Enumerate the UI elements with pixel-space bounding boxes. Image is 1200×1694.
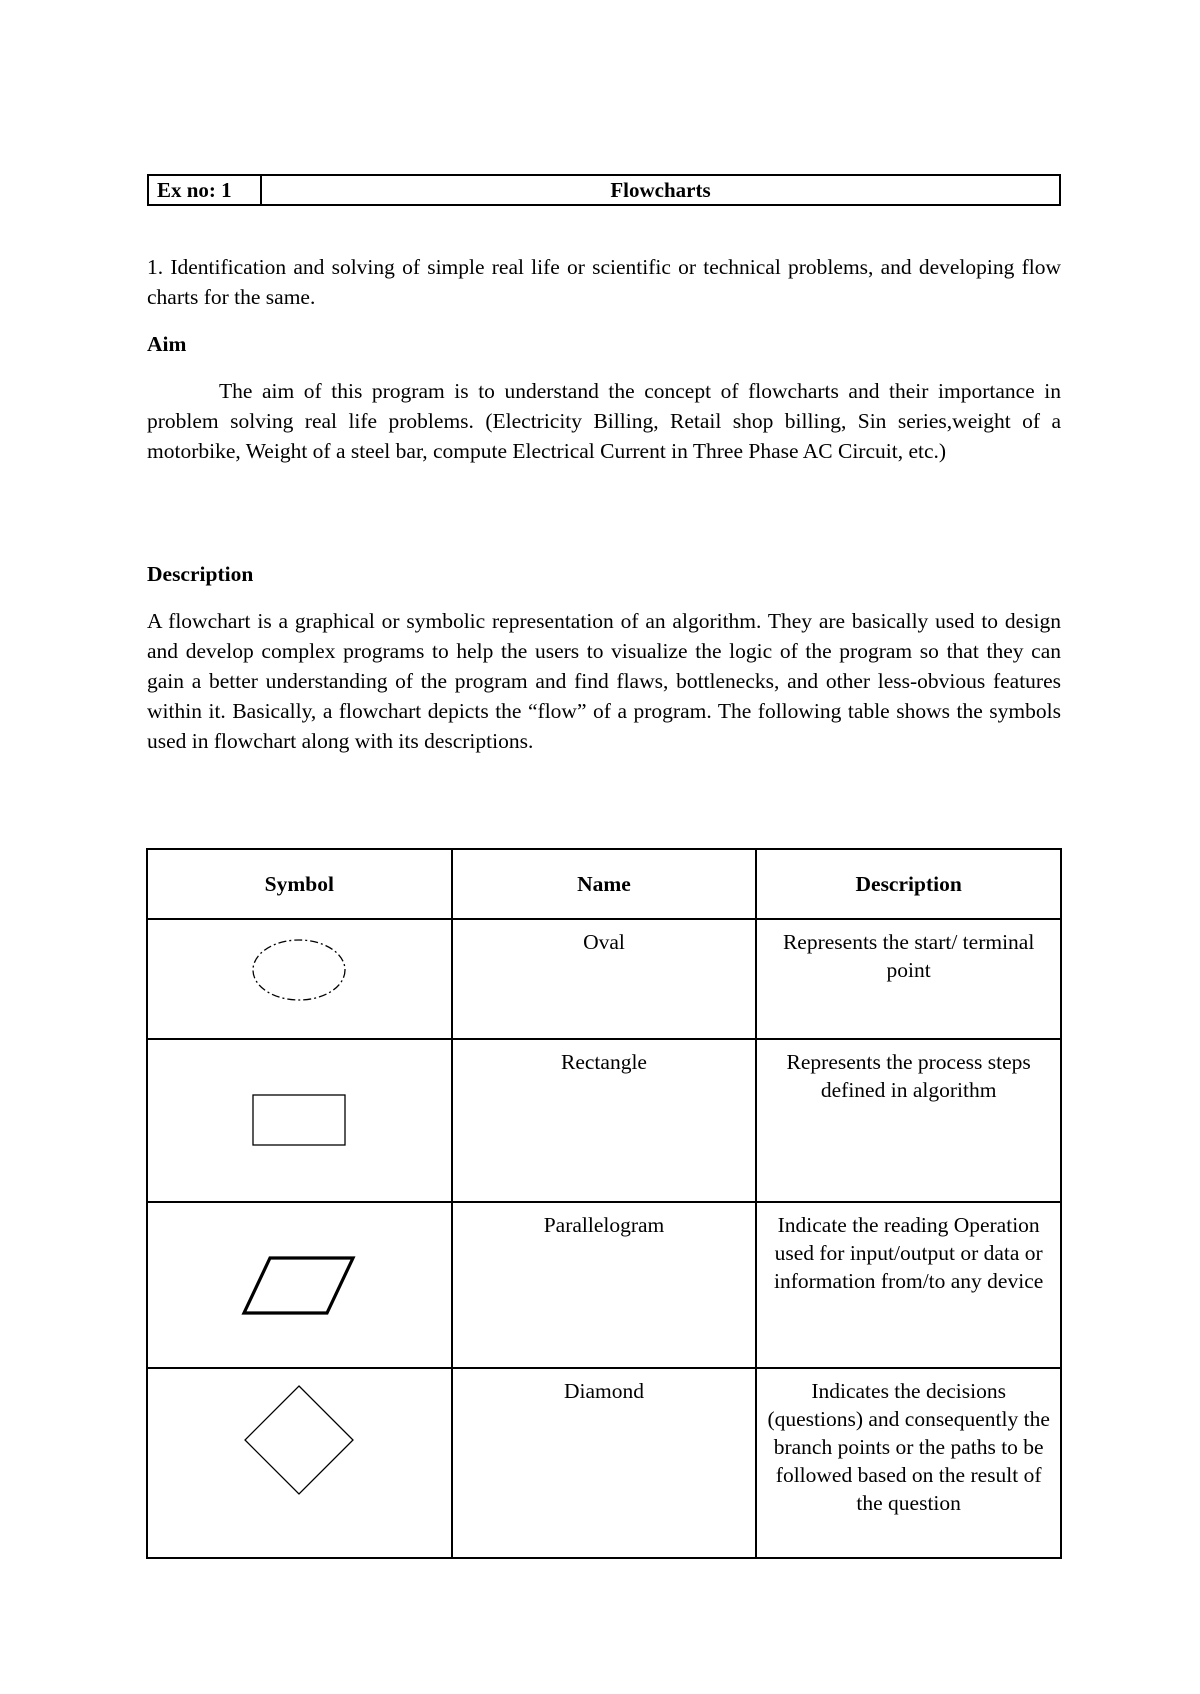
aim-paragraph: The aim of this program is to understand the concept of flowcharts and their importance in problem solving real life problems. (Electricity Billing, Retail shop billing, Sin series,weight of a motorbike, Weight of a steel bar, compute Electrical Current in Three Phase AC Circuit, etc.): [147, 379, 1061, 463]
exercise-number: Ex no: 1: [149, 176, 262, 204]
table-row: [147, 1039, 1061, 1202]
description-paragraph: A flowchart is a graphical or symbolic representation of an algorithm. They are basically used to design and develop complex programs to help the users to visualize the logic of the program so that they can gain a better understanding of the program and find flaws, bottlenecks, and other less-obvious features within it. Basically, a flowchart depicts the “flow” of a program. The following table shows the symbols used in flowchart along with its descriptions.: [147, 609, 1061, 753]
name-column-header: Name: [452, 849, 757, 919]
rectangle-icon: [149, 1040, 449, 1200]
description-cell: Indicates the decisions (questions) and consequently the branch points or the paths to be followed based on the result of the question: [756, 1368, 1061, 1558]
exercise-title: Flowcharts: [610, 178, 711, 202]
symbol-cell: [147, 1368, 452, 1558]
table-row: [147, 919, 1061, 1039]
name-cell: Parallelogram: [452, 1202, 757, 1368]
parallelogram-icon: [149, 1203, 449, 1365]
symbol-cell: [147, 1039, 452, 1202]
table-row: [147, 1202, 1061, 1368]
diamond-icon: [149, 1369, 449, 1555]
name-cell: Oval: [452, 919, 757, 1039]
table-header-row: [147, 849, 1061, 919]
description-cell: Represents the process steps defined in algorithm: [756, 1039, 1061, 1202]
flowchart-symbols-table: [146, 848, 1062, 1559]
symbol-column-header: Symbol: [147, 849, 452, 919]
intro-paragraph: 1. Identification and solving of simple real life or scientific or technical problems, and developing flow charts for the same.: [147, 255, 1061, 309]
symbol-cell: [147, 919, 452, 1039]
description-cell: Indicate the reading Operation used for input/output or data or information from/to any device: [756, 1202, 1061, 1368]
oval-icon: [149, 920, 449, 1036]
name-cell: Rectangle: [452, 1039, 757, 1202]
symbol-cell: [147, 1202, 452, 1368]
description-heading: Description: [147, 562, 254, 586]
table-row: [147, 1368, 1061, 1558]
description-column-header: Description: [756, 849, 1061, 919]
aim-heading: Aim: [147, 332, 187, 356]
description-cell: Represents the start/ terminal point: [756, 919, 1061, 1039]
name-cell: Diamond: [452, 1368, 757, 1558]
exercise-header-table: [147, 174, 1061, 206]
